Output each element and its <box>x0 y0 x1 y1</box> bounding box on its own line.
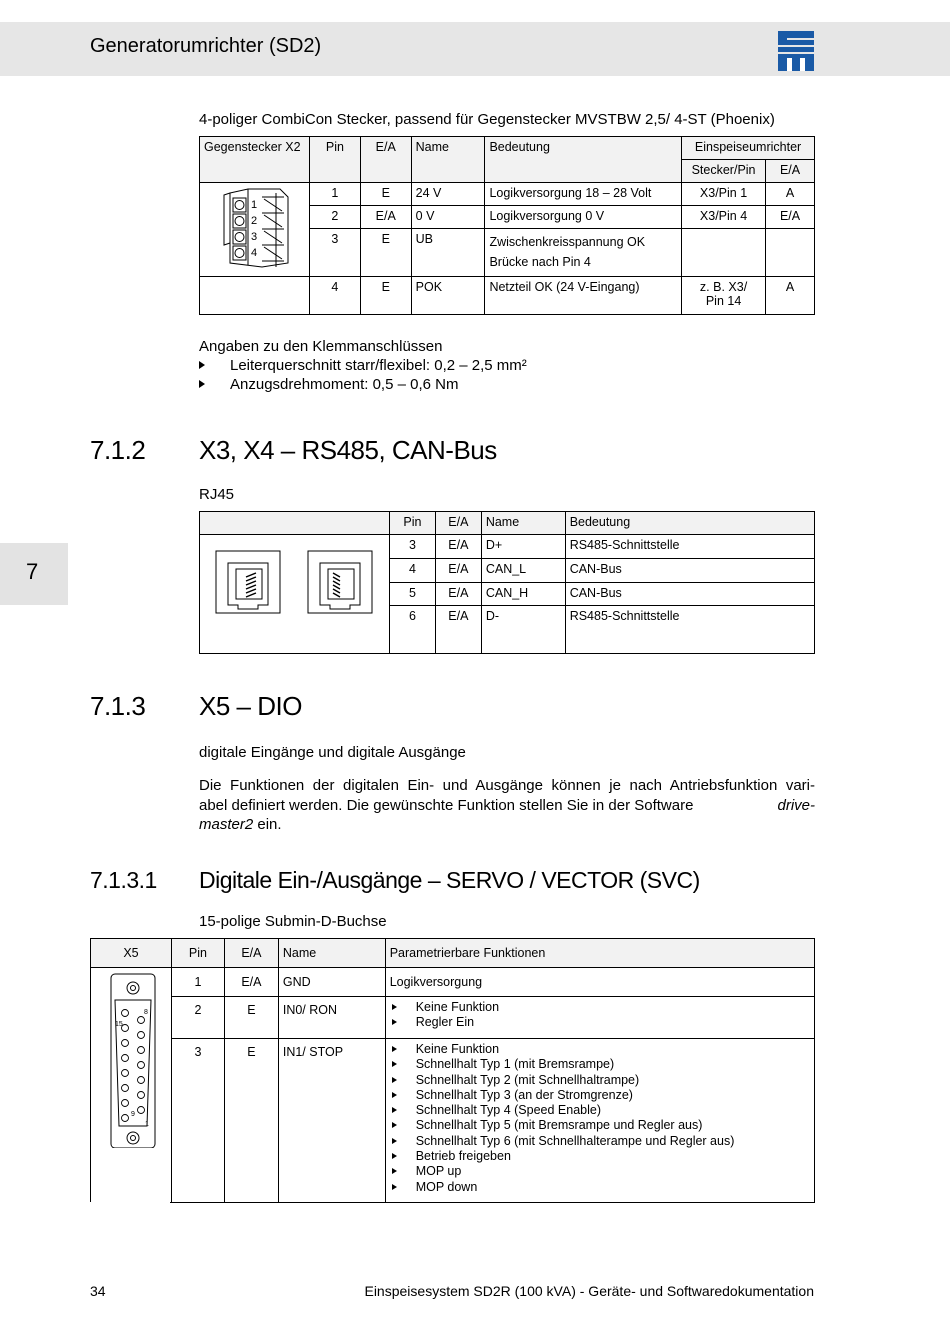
connector-num-2: 2 <box>251 215 258 227</box>
paragraph-text: abel definiert werden. Die gewünschte Funktion stellen Sie in der Software <box>199 796 698 814</box>
x5-table <box>90 938 815 1202</box>
cell-pin: 5 <box>389 582 435 606</box>
function-item: MOP down <box>390 1180 810 1195</box>
table-bottom-rule <box>170 1202 815 1203</box>
cell-pin: 6 <box>389 606 435 654</box>
col-header-empty <box>200 512 390 535</box>
section-number: 7.1.3 <box>90 691 146 721</box>
cell-bedeutung: Logikversorgung 18 – 28 Volt <box>485 183 682 206</box>
section-number: 7.1.2 <box>90 435 146 465</box>
cell-stecker: X3/Pin 1 <box>682 183 766 206</box>
section-title: Digitale Ein-/Ausgänge – SERVO / VECTOR (SVC) <box>199 867 700 893</box>
paragraph-line: Die Funktionen der digitalen Ein- und Ausgänge können je nach Antriebsfunktion vari- <box>199 777 815 794</box>
table-row <box>91 968 815 997</box>
cell-ea: E <box>224 997 278 1039</box>
cell-ea: E <box>360 229 411 277</box>
cell-ea: E <box>360 277 411 315</box>
cell-bedeutung-line2: Brücke nach Pin 4 <box>489 255 591 270</box>
cell-pin: 4 <box>309 277 360 315</box>
connector-num-1: 1 <box>251 199 258 211</box>
col-header-ea: E/A <box>224 939 278 968</box>
cell-ea: E/A <box>435 606 481 654</box>
connector-num-3: 3 <box>251 231 258 243</box>
cell-funktionen <box>385 997 814 1039</box>
software-name-part1: drive- <box>777 796 815 814</box>
function-item: Schnellhalt Typ 3 (an der Stromgrenze) <box>390 1088 810 1103</box>
empty-cell <box>200 277 310 315</box>
cell-pin: 3 <box>309 229 360 277</box>
function-item: Schnellhalt Typ 4 (Speed Enable) <box>390 1103 810 1118</box>
chapter-tab <box>0 543 68 605</box>
col-header-bedeutung: Bedeutung <box>565 512 814 535</box>
section-subtitle: 15-polige Submin-D-Buchse <box>199 913 387 930</box>
col-header-name: Name <box>481 512 565 535</box>
function-item: MOP up <box>390 1164 810 1179</box>
cell-pin: 3 <box>172 1039 225 1202</box>
function-item: Schnellhalt Typ 2 (mit Schnellhaltrampe) <box>390 1073 810 1088</box>
cell-pin: 2 <box>172 997 225 1039</box>
cell-ea: E/A <box>360 206 411 229</box>
cell-ea2 <box>766 229 815 277</box>
cell-ea: E/A <box>435 558 481 582</box>
section-subtitle: RJ45 <box>199 486 235 503</box>
dsub-label-8: 8 <box>144 1009 148 1016</box>
header-title: Generatorumrichter (SD2) <box>90 35 322 57</box>
dsub-label-9: 9 <box>131 1111 135 1118</box>
function-item: Schnellhalt Typ 5 (mit Bremsrampe und Regler aus) <box>390 1118 810 1133</box>
table-row <box>91 997 815 1039</box>
col-header-pin: Pin <box>309 137 360 183</box>
cell-stecker <box>682 277 766 315</box>
bullet-triangle-icon <box>199 380 205 388</box>
cell-pin: 2 <box>309 206 360 229</box>
cell-pin: 4 <box>389 558 435 582</box>
dsub-connector-icon <box>91 968 171 1148</box>
cell-ea: E <box>224 1039 278 1202</box>
table-row <box>200 277 815 315</box>
cell-ea2: E/A <box>766 206 815 229</box>
paragraph-line <box>199 796 815 816</box>
x2-intro: 4-poliger CombiCon Stecker, passend für Gegenstecker MVSTBW 2,5/ 4-ST (Phoenix) <box>199 111 775 128</box>
cell-ea: E/A <box>435 535 481 559</box>
function-item: Regler Ein <box>390 1015 810 1030</box>
cell-name: IN1/ STOP <box>278 1039 385 1202</box>
function-item: Schnellhalt Typ 6 (mit Schnellhalterampe und Regler aus) <box>390 1134 810 1149</box>
section-title: X3, X4 – RS485, CAN-Bus <box>199 435 497 465</box>
dsub-label-1: 1 <box>145 1121 149 1128</box>
chapter-number: 7 <box>26 559 39 584</box>
bullet-text: Leiterquerschnitt starr/flexibel: 0,2 – 2,5 mm² <box>230 357 527 374</box>
cell-name: CAN_L <box>481 558 565 582</box>
cell-stecker <box>682 229 766 277</box>
rj45-table <box>199 511 815 654</box>
col-header-gegenstecker: Gegenstecker X2 <box>200 137 310 183</box>
x2-connector-cell <box>200 183 310 277</box>
table-row <box>200 535 815 559</box>
col-header-x5: X5 <box>91 939 172 968</box>
col-header-ea: E/A <box>360 137 411 183</box>
cell-ea2: A <box>766 277 815 315</box>
cell-bedeutung: RS485-Schnittstelle <box>565 606 814 654</box>
bullet-text: Anzugsdrehmoment: 0,5 – 0,6 Nm <box>230 376 459 393</box>
cell-pin: 1 <box>172 968 225 997</box>
cell-name: 0 V <box>411 206 485 229</box>
cell-name: UB <box>411 229 485 277</box>
cell-bedeutung: Logikversorgung 0 V <box>485 206 682 229</box>
col-header-pin: Pin <box>389 512 435 535</box>
cell-name: POK <box>411 277 485 315</box>
function-item: Betrieb freigeben <box>390 1149 810 1164</box>
function-item: Keine Funktion <box>390 1000 810 1015</box>
dsub-label-15: 15 <box>115 1021 123 1028</box>
bullet-triangle-icon <box>199 361 205 369</box>
function-list <box>390 1042 810 1195</box>
cell-bedeutung: CAN-Bus <box>565 558 814 582</box>
page-number: 34 <box>90 1283 106 1299</box>
company-logo-icon <box>778 31 814 71</box>
terminal-heading: Angaben zu den Klemmanschlüssen <box>199 338 443 355</box>
cell-pin: 3 <box>389 535 435 559</box>
rj45-socket-icon <box>200 535 388 650</box>
cell-name: 24 V <box>411 183 485 206</box>
cell-pin: 1 <box>309 183 360 206</box>
table-row <box>200 183 815 206</box>
cell-stecker-line1: z. B. X3/ <box>699 280 748 294</box>
cell-bedeutung-line1: Zwischenkreisspannung OK <box>489 235 646 250</box>
footer-doc-title: Einspeisesystem SD2R (100 kVA) - Geräte- und Softwaredokumentation <box>364 1283 814 1299</box>
page-header <box>0 22 950 76</box>
cell-stecker-line2: Pin 14 <box>705 294 742 308</box>
paragraph-text: ein. <box>253 816 282 833</box>
cell-name: D- <box>481 606 565 654</box>
col-header-pin: Pin <box>172 939 225 968</box>
col-header-einspeiseumrichter: Einspeiseumrichter <box>682 137 815 160</box>
connector-num-4: 4 <box>251 247 258 259</box>
section-title: X5 – DIO <box>199 691 302 721</box>
col-header-ea: E/A <box>435 512 481 535</box>
dsub-image-cell <box>91 968 172 1202</box>
rj45-image-cell <box>200 535 390 654</box>
cell-bedeutung <box>485 229 682 277</box>
cell-name: IN0/ RON <box>278 997 385 1039</box>
col-header-funktionen: Parametrierbare Funktionen <box>385 939 814 968</box>
x2-table <box>199 136 815 315</box>
col-header-name: Name <box>411 137 485 183</box>
cell-name: CAN_H <box>481 582 565 606</box>
function-list <box>390 1000 810 1031</box>
section-paragraph: digitale Eingänge und digitale Ausgänge <box>199 744 466 761</box>
cell-ea2: A <box>766 183 815 206</box>
col-header-bedeutung: Bedeutung <box>485 137 682 183</box>
cell-ea: E/A <box>435 582 481 606</box>
cell-funktion: Logikversorgung <box>385 968 814 997</box>
table-row <box>91 1039 815 1202</box>
cell-funktionen <box>385 1039 814 1202</box>
col-header-stecker-pin: Stecker/Pin <box>682 160 766 183</box>
col-header-ea2: E/A <box>766 160 815 183</box>
cell-ea: E <box>360 183 411 206</box>
software-name-part2: master2 <box>199 816 254 833</box>
cell-name: D+ <box>481 535 565 559</box>
function-item: Schnellhalt Typ 1 (mit Bremsrampe) <box>390 1057 810 1072</box>
paragraph-line <box>199 815 815 835</box>
cell-bedeutung: RS485-Schnittstelle <box>565 535 814 559</box>
cell-bedeutung: CAN-Bus <box>565 582 814 606</box>
cell-bedeutung: Netzteil OK (24 V-Eingang) <box>485 277 682 315</box>
cell-stecker: X3/Pin 4 <box>682 206 766 229</box>
cell-name: GND <box>278 968 385 997</box>
col-header-name: Name <box>278 939 385 968</box>
section-paragraph-2 <box>199 776 815 835</box>
section-number: 7.1.3.1 <box>90 867 157 893</box>
function-item: Keine Funktion <box>390 1042 810 1057</box>
cell-ea: E/A <box>224 968 278 997</box>
combicon-connector-icon <box>200 183 308 273</box>
